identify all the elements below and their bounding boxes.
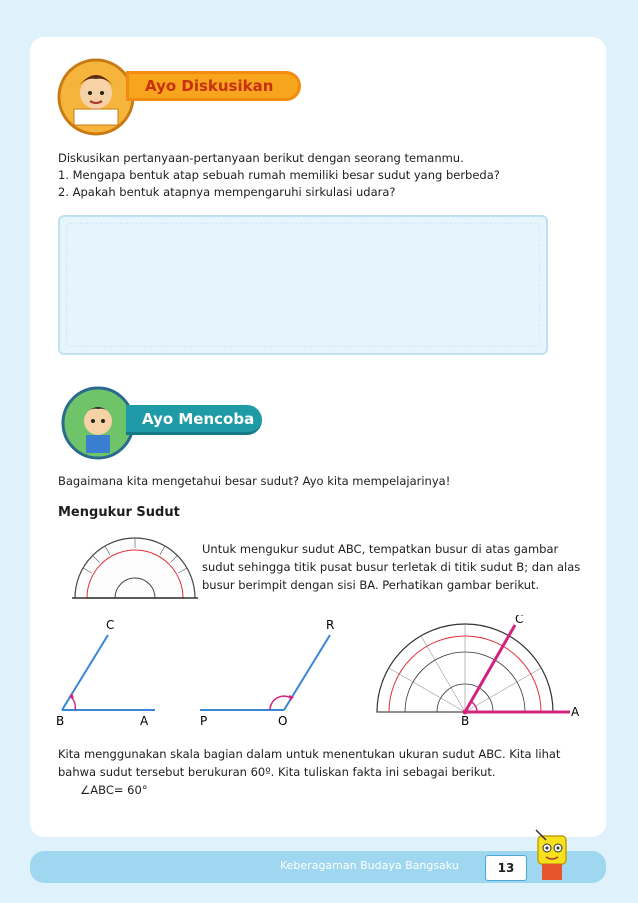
conclusion-line-1: Kita menggunakan skala bagian dalam untuk menentukan ukuran sudut ABC. Kita lihat — [58, 747, 561, 761]
discuss-question-2: 2. Apakah bentuk atapnya mempengaruhi sirkulasi udara? — [58, 185, 396, 199]
page-card — [30, 37, 606, 837]
small-protractor-image — [70, 532, 200, 604]
label-c: C — [106, 618, 115, 632]
section-heading: Mengukur Sudut — [58, 505, 180, 520]
label-a: A — [571, 705, 580, 719]
label-r: R — [326, 618, 335, 632]
conclusion-line-2: bahwa sudut tersebut berukuran 60º. Kita tuliskan fakta ini sebagai berikut. — [58, 765, 496, 779]
angle-formula: ∠ABC= 60° — [80, 783, 148, 797]
discuss-intro: Diskusikan pertanyaan-pertanyaan berikut dengan seorang temanmu. — [58, 151, 464, 165]
discuss-question-1: 1. Mengapa bentuk atap sebuah rumah memiliki besar sudut yang berbeda? — [58, 168, 500, 182]
label-a: A — [140, 714, 149, 725]
discuss-mascot-icon — [56, 57, 136, 137]
footer-title: Keberagaman Budaya Bangsaku — [280, 859, 459, 872]
try-intro: Bagaimana kita mengetahui besar sudut? Ayo kita mempelajarinya! — [58, 474, 451, 488]
measure-paragraph-line-1: Untuk mengukur sudut ABC, tempatkan busur di atas gambar — [202, 542, 559, 556]
answer-note-box[interactable] — [58, 215, 548, 355]
angle-pqr-figure — [190, 615, 340, 725]
protractor-figure — [365, 615, 585, 727]
book-mascot-icon — [528, 826, 576, 888]
label-q: Q — [278, 714, 288, 725]
discuss-banner: Ayo Diskusikan — [126, 71, 301, 101]
angle-abc-figure — [50, 615, 160, 725]
try-banner: Ayo Mencoba — [126, 405, 262, 435]
measure-paragraph-line-2: sudut sehingga titik pusat busur terletak di titik sudut B; dan alas — [202, 560, 581, 574]
page-number: 13 — [485, 855, 527, 881]
label-p: P — [200, 714, 208, 725]
measure-paragraph-line-3: busur berimpit dengan sisi BA. Perhatikan gambar berikut. — [202, 578, 540, 592]
label-b: B — [461, 714, 470, 727]
label-b: B — [56, 714, 65, 725]
label-c: C — [515, 615, 524, 626]
try-mascot-icon — [60, 385, 136, 461]
